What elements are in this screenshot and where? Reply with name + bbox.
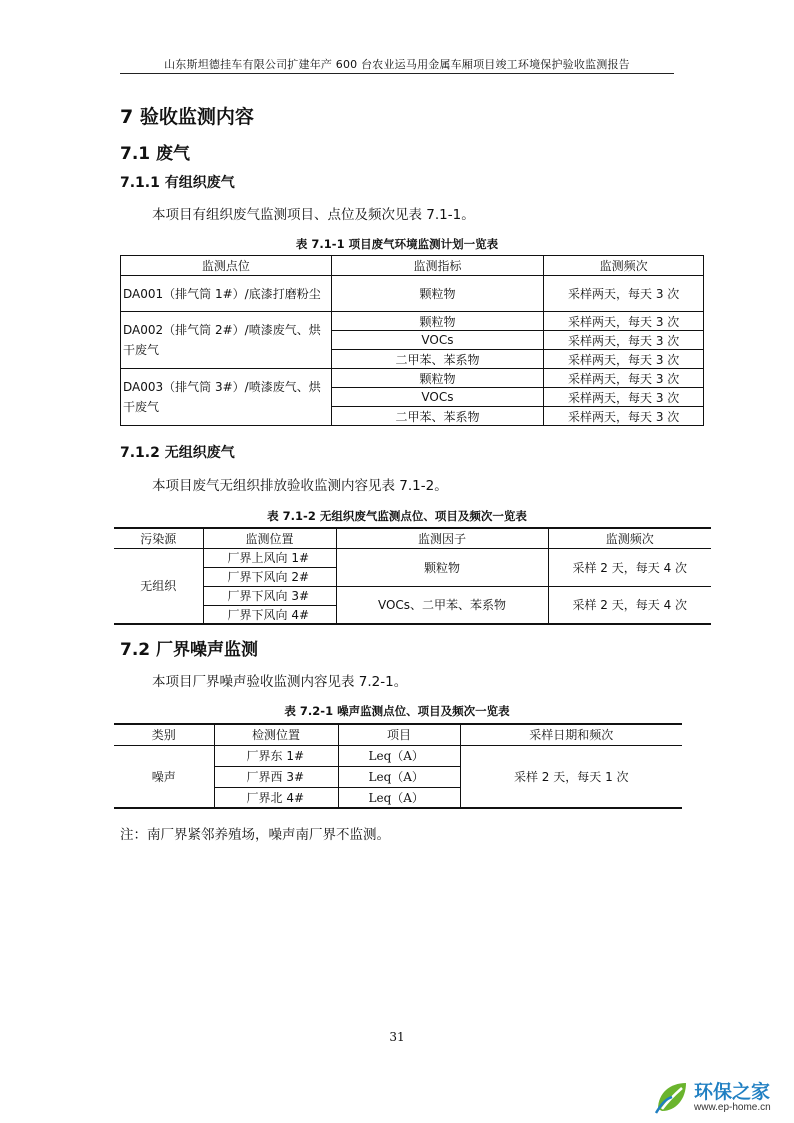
item-cell: Leq（A） — [338, 766, 460, 787]
position-cell: 厂界东 1# — [214, 745, 338, 766]
page-number: 31 — [389, 1030, 405, 1044]
section-7-1-1-heading: 7.1.1 有组织废气 — [120, 175, 235, 191]
watermark — [650, 1075, 794, 1123]
header-cell: 监测频次 — [544, 256, 704, 276]
factor-cell: 颗粒物 — [336, 548, 548, 586]
table-row — [121, 369, 704, 388]
table-header-row — [114, 724, 682, 745]
freq-cell: 采样两天，每天 3 次 — [544, 407, 704, 426]
header-cell: 监测点位 — [121, 256, 332, 276]
table-row — [114, 548, 711, 567]
table-row — [121, 312, 704, 331]
section-7-2-heading: 7.2 厂界噪声监测 — [120, 640, 259, 660]
position-cell: 厂界北 4# — [214, 787, 338, 808]
freq-cell: 采样 2 天，每天 4 次 — [548, 586, 711, 624]
index-cell: 颗粒物 — [331, 369, 544, 388]
table-note: 注：南厂界紧邻养殖场，噪声南厂界不监测。 — [120, 827, 390, 843]
position-cell: 厂界西 3# — [214, 766, 338, 787]
index-cell: VOCs — [331, 388, 544, 407]
header-cell: 监测位置 — [203, 528, 336, 548]
section-7-1-heading: 7.1 废气 — [120, 144, 191, 164]
position-cell: 厂界下风向 4# — [203, 605, 336, 624]
freq-cell: 采样两天，每天 3 次 — [544, 369, 704, 388]
watermark-url: www.ep-home.cn — [694, 1102, 771, 1113]
point-cell: DA001（排气筒 1#）/底漆打磨粉尘 — [121, 276, 332, 312]
header-cell: 类别 — [114, 724, 214, 745]
point-cell: DA002（排气筒 2#）/喷漆废气、烘干废气 — [121, 312, 332, 369]
item-cell: Leq（A） — [338, 745, 460, 766]
header-cell: 项目 — [338, 724, 460, 745]
table-7-2-1 — [114, 723, 682, 809]
freq-cell: 采样两天，每天 3 次 — [544, 350, 704, 369]
freq-cell: 采样 2 天，每天 1 次 — [460, 745, 682, 808]
header-cell: 监测因子 — [336, 528, 548, 548]
position-cell: 厂界下风向 3# — [203, 586, 336, 605]
freq-cell: 采样两天，每天 3 次 — [544, 388, 704, 407]
position-cell: 厂界下风向 2# — [203, 567, 336, 586]
index-cell: VOCs — [331, 331, 544, 350]
table-header-row — [121, 256, 704, 276]
header-cell: 监测频次 — [548, 528, 711, 548]
index-cell: 颗粒物 — [331, 276, 544, 312]
section-7-1-2-heading: 7.1.2 无组织废气 — [120, 445, 235, 461]
header-cell: 检测位置 — [214, 724, 338, 745]
index-cell: 二甲苯、苯系物 — [331, 407, 544, 426]
header-cell: 监测指标 — [331, 256, 544, 276]
position-cell: 厂界上风向 1# — [203, 548, 336, 567]
table-7-2-1-caption: 表 7.2-1 噪声监测点位、项目及频次一览表 — [284, 704, 510, 718]
freq-cell: 采样两天，每天 3 次 — [544, 276, 704, 312]
index-cell: 颗粒物 — [331, 312, 544, 331]
section-7-1-1-paragraph: 本项目有组织废气监测项目、点位及频次见表 7.1-1。 — [152, 207, 475, 223]
category-cell: 噪声 — [114, 745, 214, 808]
header-rule — [120, 73, 674, 74]
watermark-title: 环保之家 — [694, 1081, 771, 1103]
freq-cell: 采样两天，每天 3 次 — [544, 312, 704, 331]
table-7-1-2-caption: 表 7.1-2 无组织废气监测点位、项目及频次一览表 — [267, 509, 527, 523]
source-cell: 无组织 — [114, 548, 203, 624]
freq-cell: 采样 2 天，每天 4 次 — [548, 548, 711, 586]
page-header: 山东斯坦德挂车有限公司扩建年产 600 台农业运马用金属车厢项目竣工环境保护验收监测报告 — [164, 58, 630, 71]
item-cell: Leq（A） — [338, 787, 460, 808]
header-cell: 采样日期和频次 — [460, 724, 682, 745]
freq-cell: 采样两天，每天 3 次 — [544, 331, 704, 350]
table-row — [114, 745, 682, 766]
table-7-1-2 — [114, 527, 711, 625]
header-cell: 污染源 — [114, 528, 203, 548]
table-7-1-1 — [120, 255, 704, 426]
section-7-heading: 7 验收监测内容 — [120, 106, 254, 128]
factor-cell: VOCs、二甲苯、苯系物 — [336, 586, 548, 624]
index-cell: 二甲苯、苯系物 — [331, 350, 544, 369]
table-row — [114, 586, 711, 605]
table-header-row — [114, 528, 711, 548]
table-row — [121, 276, 704, 312]
leaf-logo-icon — [654, 1079, 690, 1115]
section-7-1-2-paragraph: 本项目废气无组织排放验收监测内容见表 7.1-2。 — [152, 478, 448, 494]
table-7-1-1-caption: 表 7.1-1 项目废气环境监测计划一览表 — [295, 237, 499, 251]
section-7-2-paragraph: 本项目厂界噪声验收监测内容见表 7.2-1。 — [152, 674, 408, 690]
point-cell: DA003（排气筒 3#）/喷漆废气、烘干废气 — [121, 369, 332, 426]
